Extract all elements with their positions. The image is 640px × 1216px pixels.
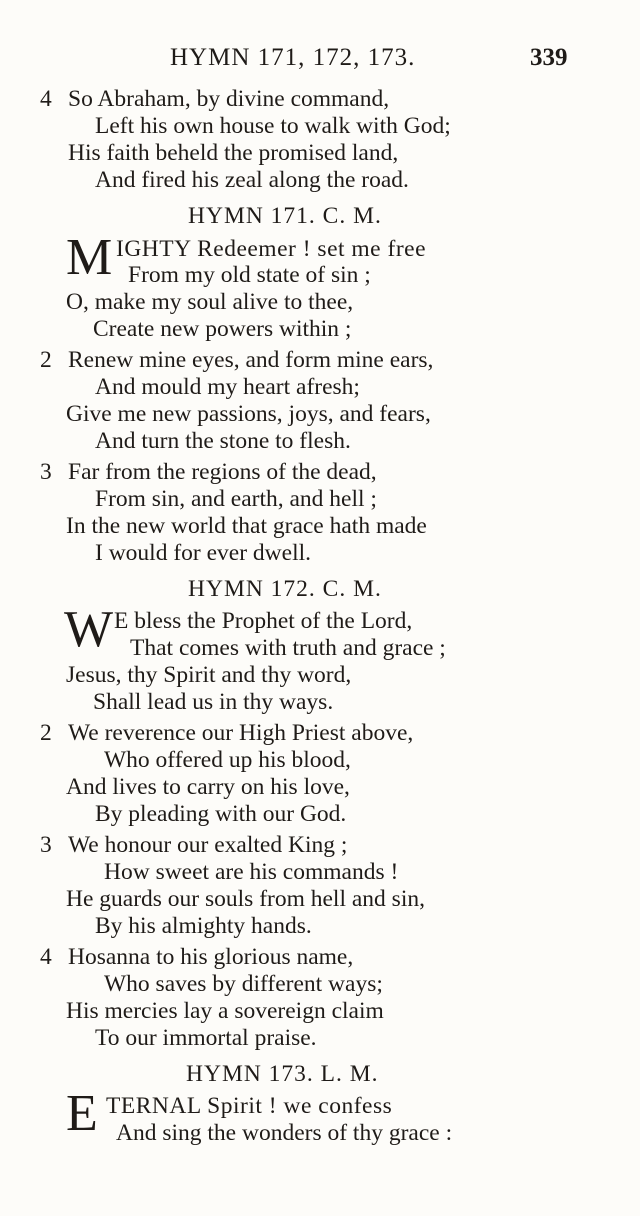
verse-line: That comes with truth and grace ; (130, 635, 446, 661)
drop-cap: E (66, 1085, 98, 1142)
verse-line: Who offered up his blood, (104, 747, 351, 773)
verse-line: He guards our souls from hell and sin, (66, 886, 425, 912)
stanza-number: 4 (40, 86, 52, 112)
hymn-heading: HYMN 173. L. M. (186, 1061, 379, 1087)
verse-line: From sin, and earth, and hell ; (95, 486, 377, 512)
verse-line: Who saves by different ways; (104, 971, 383, 997)
verse-line: We reverence our High Priest above, (68, 720, 414, 746)
verse-line: By his almighty hands. (95, 913, 312, 939)
stanza-number: 2 (40, 347, 52, 373)
verse-line: We honour our exalted King ; (68, 832, 348, 858)
verse-line: O, make my soul alive to thee, (66, 289, 354, 315)
verse-line: So Abraham, by divine command, (68, 86, 390, 112)
verse-line: By pleading with our God. (95, 801, 347, 827)
drop-cap: M (66, 229, 113, 286)
verse-line: To our immortal praise. (95, 1025, 317, 1051)
verse-line: Far from the regions of the dead, (68, 459, 377, 485)
hymn-heading: HYMN 172. C. M. (188, 576, 382, 602)
stanza-number: 2 (40, 720, 52, 746)
verse-line: His mercies lay a sovereign claim (66, 998, 384, 1024)
running-head: HYMN 171, 172, 173. (170, 44, 416, 71)
stanza-number: 3 (40, 459, 52, 485)
verse-line: And fired his zeal along the road. (95, 167, 409, 193)
verse-line: Jesus, thy Spirit and thy word, (66, 662, 352, 688)
verse-line: His faith beheld the promised land, (68, 140, 399, 166)
verse-line: In the new world that grace hath made (66, 513, 427, 539)
verse-line: Give me new passions, joys, and fears, (66, 401, 431, 427)
verse-line: And sing the wonders of thy grace : (116, 1120, 453, 1146)
verse-line: And lives to carry on his love, (66, 774, 350, 800)
hymn-heading: HYMN 171. C. M. (188, 203, 382, 229)
stanza-number: 4 (40, 944, 52, 970)
verse-line: Shall lead us in thy ways. (93, 689, 334, 715)
verse-line: I would for ever dwell. (95, 540, 311, 566)
verse-line: How sweet are his commands ! (104, 859, 399, 885)
verse-line: From my old state of sin ; (128, 262, 371, 288)
drop-cap: W (64, 601, 114, 658)
verse-line: Hosanna to his glorious name, (68, 944, 354, 970)
verse-line: And mould my heart afresh; (95, 374, 360, 400)
verse-line: TERNAL Spirit ! we confess (106, 1093, 393, 1119)
verse-line: E bless the Prophet of the Lord, (114, 608, 413, 634)
verse-line: Renew mine eyes, and form mine ears, (68, 347, 434, 373)
verse-line: And turn the stone to flesh. (95, 428, 351, 454)
page-number: 339 (530, 44, 568, 71)
verse-line: Left his own house to walk with God; (95, 113, 451, 139)
verse-line: Create new powers within ; (93, 316, 352, 342)
verse-line: IGHTY Redeemer ! set me free (116, 236, 426, 262)
stanza-number: 3 (40, 832, 52, 858)
